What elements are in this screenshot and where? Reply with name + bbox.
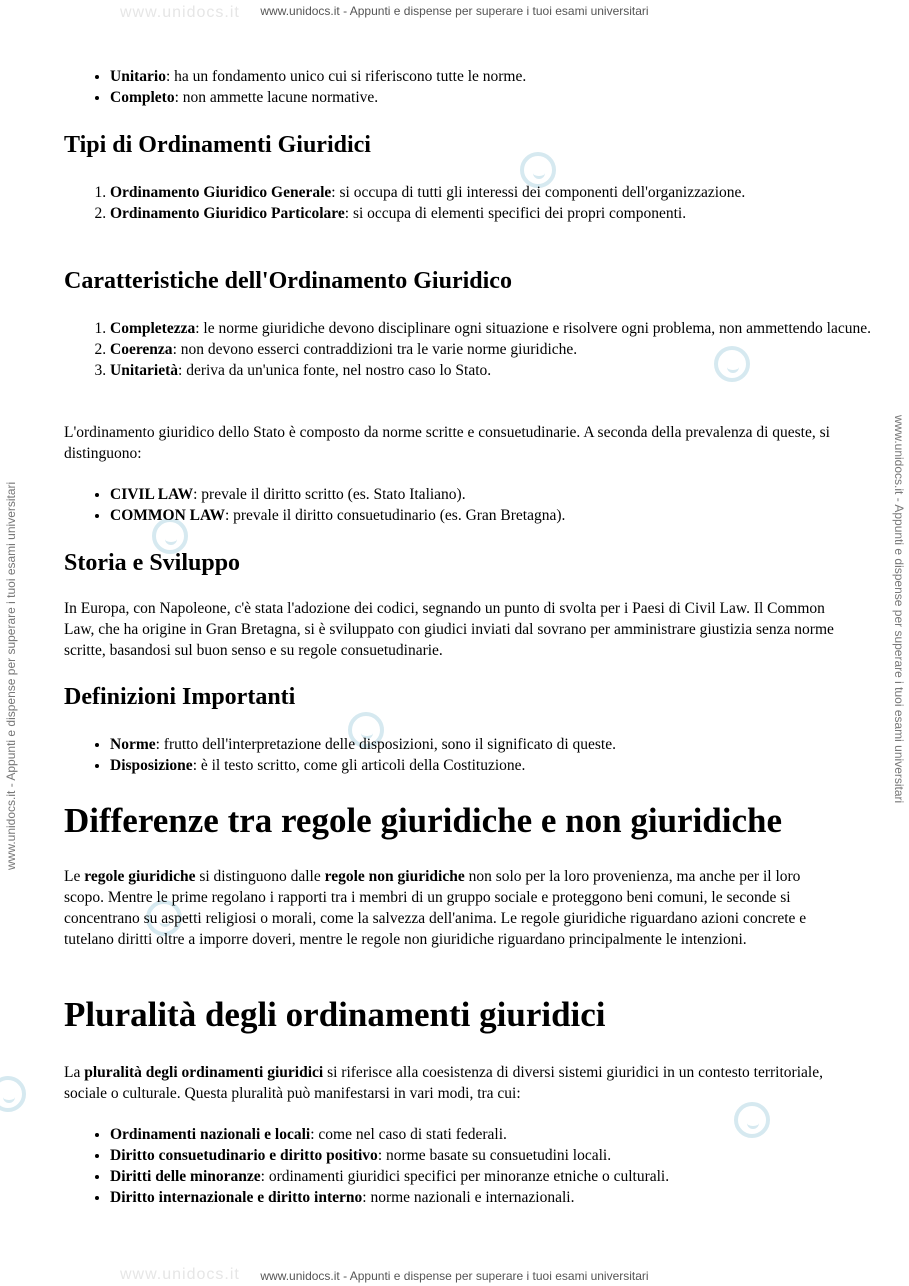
list-item: 1. Ordinamento Giuridico Generale: si occupa di tutti gli interessi dei componenti dell'organizzazione. (110, 182, 890, 203)
paragraph-pluralita: La pluralità degli ordinamenti giuridici si riferisce alla coesistenza di diversi sistemi giuridici in un contesto territoriale, sociale o culturale. Questa pluralità può manifestarsi in vari modi, tra cui: (64, 1064, 823, 1102)
intro-list (64, 66, 890, 108)
pluralita-list (64, 1124, 890, 1208)
list-item: • Completo: non ammette lacune normative. (110, 87, 890, 108)
paragraph-differenze: Le regole giuridiche si distinguono dalle regole non giuridiche non solo per la loro provenienza, ma anche per il loro scopo. Mentre le prime regolano i rapporti tra i membri di un gruppo sociale e proteggono beni comuni, le seconde si concentrano su aspetti religiosi o morali, come la salvezza dell'anima. Le regole giuridiche riguardano azioni concrete e tutelano diritti oltre a imporre doveri, mentre le regole non giuridiche riguardano principalmente le intenzioni. (64, 868, 807, 948)
list-item: • Diritti delle minoranze: ordinamenti giuridici specifici per minoranze etniche o culturali. (110, 1166, 890, 1187)
list-item: • Norme: frutto dell'interpretazione delle disposizioni, sono il significato di queste. (110, 734, 890, 755)
list-item: • COMMON LAW: prevale il diritto consuetudinario (es. Gran Bretagna). (110, 505, 890, 526)
watermark-ghost-top: www.unidocs.it (120, 4, 240, 21)
list-item: • Disposizione: è il testo scritto, come gli articoli della Costituzione. (110, 755, 890, 776)
watermark-side-right: www.unidocs.it - Appunti e dispense per superare i tuoi esami universitari (892, 415, 906, 804)
unidocs-logo-icon (0, 1076, 26, 1112)
list-item: • Unitario: ha un fondamento unico cui si riferiscono tutte le norme. (110, 66, 890, 87)
watermark-side-left: www.unidocs.it - Appunti e dispense per superare i tuoi esami universitari (4, 481, 18, 870)
list-item: • Diritto consuetudinario e diritto positivo: norme basate su consuetudini locali. (110, 1145, 890, 1166)
law-list (64, 484, 890, 526)
watermark-top: www.unidocs.it - Appunti e dispense per superare i tuoi esami universitari (260, 4, 649, 18)
tipi-list (64, 182, 890, 224)
list-item: 3. Unitarietà: deriva da un'unica fonte, nel nostro caso lo Stato. (110, 360, 890, 381)
paragraph-storia: In Europa, con Napoleone, c'è stata l'adozione dei codici, segnando un punto di svolta per i Paesi di Civil Law. Il Common Law, che ha origine in Gran Bretagna, si è sviluppato con giudici inviati dal sovrano per amministrare giustizia senza norme scritte, basandosi sul buon senso e su regole consuetudinarie. (64, 600, 834, 659)
list-item: 1. Completezza: le norme giuridiche devono disciplinare ogni situazione e risolvere ogni problema, non ammettendo lacune. (110, 318, 890, 339)
section-title-differenze: Differenze tra regole giuridiche e non giuridiche (64, 801, 783, 840)
list-item: 2. Coerenza: non devono esserci contraddizioni tra le varie norme giuridiche. (110, 339, 890, 360)
paragraph-ordinamento: L'ordinamento giuridico dello Stato è composto da norme scritte e consuetudinarie. A seconda della prevalenza di queste, si distinguono: (64, 424, 830, 462)
section-title-pluralita: Pluralità degli ordinamenti giuridici (64, 995, 606, 1034)
definizioni-list (64, 734, 890, 776)
section-heading-tipi: Tipi di Ordinamenti Giuridici (64, 132, 371, 158)
section-heading-caratteristiche: Caratteristiche dell'Ordinamento Giuridico (64, 268, 512, 294)
list-item: • Ordinamenti nazionali e locali: come nel caso di stati federali. (110, 1124, 890, 1145)
watermark-bottom: www.unidocs.it - Appunti e dispense per superare i tuoi esami universitari (260, 1269, 649, 1283)
section-heading-storia: Storia e Sviluppo (64, 550, 241, 576)
list-item: • Diritto internazionale e diritto interno: norme nazionali e internazionali. (110, 1187, 890, 1208)
list-item: • CIVIL LAW: prevale il diritto scritto (es. Stato Italiano). (110, 484, 890, 505)
list-item: 2. Ordinamento Giuridico Particolare: si occupa di elementi specifici dei propri componenti. (110, 203, 890, 224)
section-heading-definizioni: Definizioni Importanti (64, 684, 296, 710)
caratteristiche-list (64, 318, 890, 381)
watermark-ghost-bottom: www.unidocs.it (120, 1266, 240, 1283)
